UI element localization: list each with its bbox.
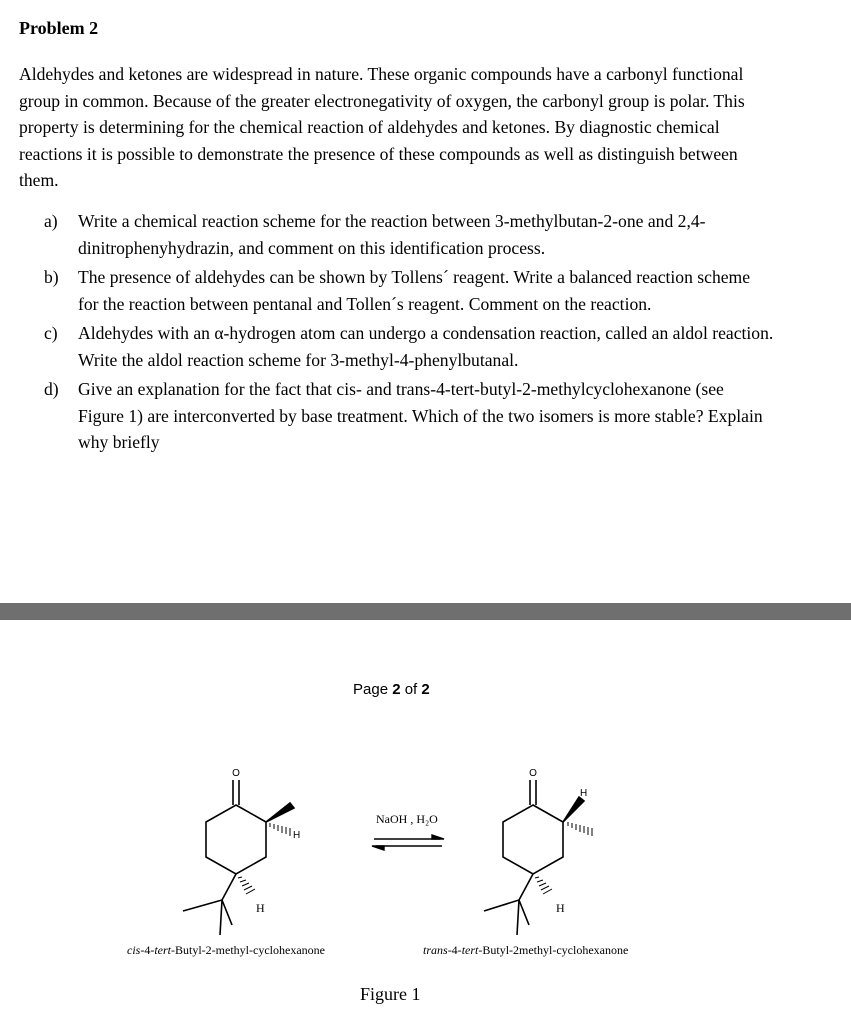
trans-h-label-2: H: [556, 901, 565, 915]
question-c: [44, 320, 774, 373]
trans-hash-bond-2: [568, 822, 592, 836]
trans-hash-bond-4: [535, 877, 552, 894]
question-text: Write a chemical reaction scheme for the reaction between 3-methylbutan-2-one and 2,4-dinitrophenyhydrazin, and comment on this identification process.: [78, 211, 706, 258]
page-number: Page 2 of 2: [353, 681, 430, 698]
question-label: a): [44, 211, 58, 231]
trans-h-label: H: [580, 788, 588, 799]
equilibrium-arrows: [372, 835, 444, 850]
question-label: d): [44, 379, 59, 399]
trans-molecule: [484, 780, 592, 935]
trans-oxygen-label: O: [529, 768, 537, 779]
page-divider: [0, 603, 851, 620]
question-label: b): [44, 267, 59, 287]
trans-caption: trans-4-tert-Butyl-2methyl-cyclohexanone: [423, 943, 629, 957]
trans-tbutyl-bond: [519, 874, 533, 900]
cis-hash-bond-4: [238, 877, 255, 894]
cis-molecule: [183, 780, 294, 935]
question-d: [44, 376, 774, 456]
problem-title: Problem 2: [19, 18, 99, 38]
question-text: Give an explanation for the fact that cis- and trans-4-tert-butyl-2-methylcyclohexanone (see Figure 1) are interconverted by base treatment. Which of the two isomers is more stable? Explain why briefly: [78, 379, 763, 452]
question-text: Aldehydes with an α-hydrogen atom can undergo a condensation reaction, called an aldol reaction. Write the aldol reaction scheme for 3-methyl-4-phenylbutanal.: [78, 323, 774, 370]
reagent-label: NaOH , H₂O: [376, 812, 438, 826]
cis-ring: [206, 805, 266, 874]
cis-hash-bond-2: [270, 823, 290, 836]
cis-h-label-2: H: [256, 901, 265, 915]
question-b: [44, 264, 774, 317]
question-label: c): [44, 323, 58, 343]
trans-ring: [503, 805, 563, 874]
figure-label: Figure 1: [360, 984, 421, 1004]
question-list: [44, 208, 774, 459]
cis-oxygen-label: O: [232, 768, 240, 779]
cis-methyl-wedge: [266, 803, 294, 822]
intro-paragraph: Aldehydes and ketones are widespread in nature. These organic compounds have a carbonyl functional group in common. Because of the greater electronegativity of oxygen, the carbonyl group is polar. This property is determining for the chemical reaction of aldehydes and ketones. By diagnostic chemical reactions it is possible to demonstrate the presence of these compounds as well as distinguish between them.: [19, 64, 745, 190]
cis-tbutyl-bond: [222, 874, 236, 900]
question-a: [44, 208, 774, 261]
question-text: The presence of aldehydes can be shown by Tollens´ reagent. Write a balanced reaction scheme for the reaction between pentanal and Tollen´s reagent. Comment on the reaction.: [78, 267, 751, 314]
cis-caption: cis-4-tert-Butyl-2-methyl-cyclohexanone: [127, 943, 325, 957]
cis-h-label: H: [293, 830, 301, 841]
figure-1: [0, 740, 851, 980]
trans-methyl-wedge: [563, 797, 584, 822]
